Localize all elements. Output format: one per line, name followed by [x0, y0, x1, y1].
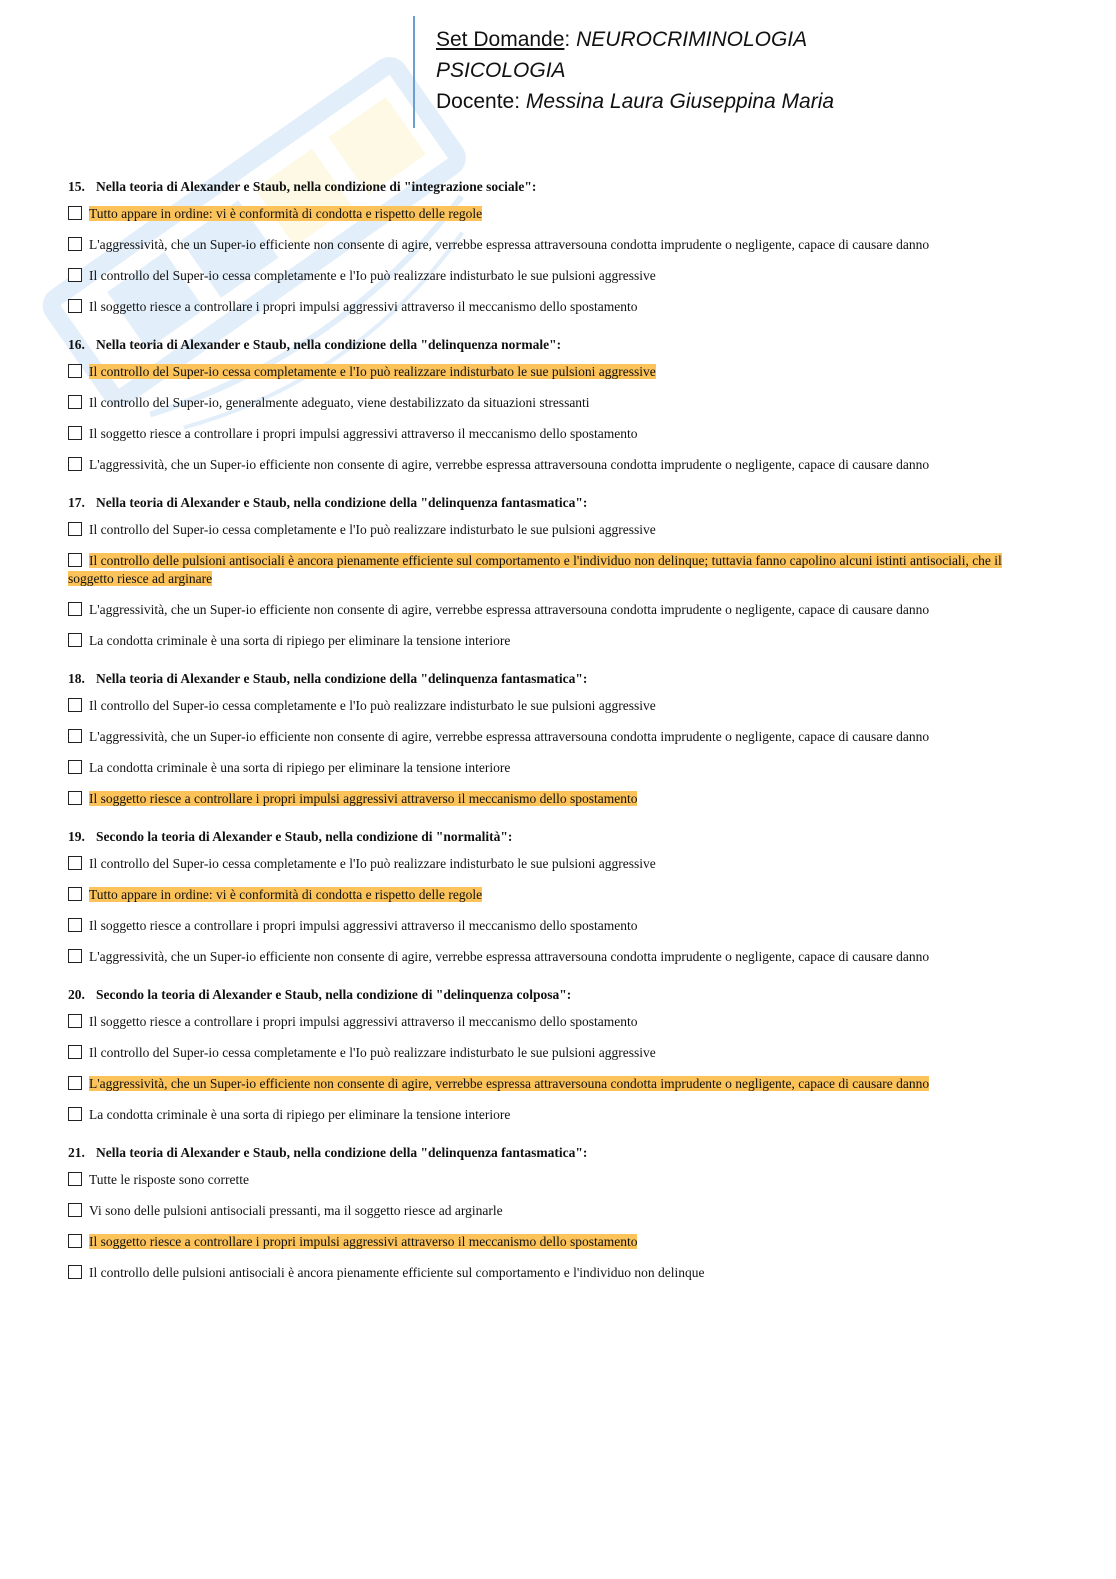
answer-option[interactable] — [68, 728, 1028, 746]
question-title — [68, 494, 1028, 512]
answer-option[interactable] — [68, 552, 1028, 588]
question-text: Nella teoria di Alexander e Staub, nella condizione della "delinquenza fantasmatica": — [96, 495, 588, 510]
answer-option[interactable] — [68, 855, 1028, 873]
document-header — [436, 24, 834, 117]
answer-checkbox[interactable] — [68, 949, 82, 963]
answer-text: Il controllo delle pulsioni antisociali è ancora pienamente efficiente sul comportamento e l'individuo non delinque — [89, 1265, 705, 1280]
question-text: Secondo la teoria di Alexander e Staub, nella condizione di "delinquenza colposa": — [96, 987, 572, 1002]
answer-text-highlighted: Il controllo delle pulsioni antisociali è ancora pienamente efficiente sul comportamento e l'individuo non delinque; tuttavia fanno capolino alcuni istinti antisociali, che il soggetto riesce ad arginare — [68, 553, 1002, 586]
answer-text: Il controllo del Super-io cessa completamente e l'Io può realizzare indisturbato le sue pulsioni aggressive — [89, 1045, 656, 1060]
answer-text: Il controllo del Super-io cessa completamente e l'Io può realizzare indisturbato le sue pulsioni aggressive — [89, 522, 656, 537]
answer-option[interactable] — [68, 917, 1028, 935]
answer-option[interactable] — [68, 363, 1028, 381]
answer-text: Il soggetto riesce a controllare i propri impulsi aggressivi attraverso il meccanismo dello spostamento — [89, 918, 638, 933]
answer-checkbox[interactable] — [68, 887, 82, 901]
answer-checkbox[interactable] — [68, 364, 82, 378]
answer-text-highlighted: L'aggressività, che un Super-io efficiente non consente di agire, verrebbe espressa attraversouna condotta imprudente o negligente, capace di causare danno — [89, 1076, 930, 1091]
question-list — [68, 178, 1028, 1302]
answer-checkbox[interactable] — [68, 760, 82, 774]
question-title — [68, 336, 1028, 354]
set-label: Set Domande — [436, 28, 565, 51]
answer-checkbox[interactable] — [68, 268, 82, 282]
question-21 — [68, 1144, 1028, 1282]
answer-text-highlighted: Il soggetto riesce a controllare i propri impulsi aggressivi attraverso il meccanismo dello spostamento — [89, 791, 638, 806]
question-number: 20. — [68, 987, 85, 1002]
question-title — [68, 1144, 1028, 1162]
answer-option[interactable] — [68, 456, 1028, 474]
answer-option[interactable] — [68, 298, 1028, 316]
answer-checkbox[interactable] — [68, 729, 82, 743]
docente-label: Docente: — [436, 90, 521, 113]
answer-text: Il soggetto riesce a controllare i propri impulsi aggressivi attraverso il meccanismo dello spostamento — [89, 299, 638, 314]
answer-text-highlighted: Il controllo del Super-io cessa completamente e l'Io può realizzare indisturbato le sue pulsioni aggressive — [89, 364, 656, 379]
answer-text-highlighted: Tutto appare in ordine: vi è conformità di condotta e rispetto delle regole — [89, 887, 483, 902]
answer-option[interactable] — [68, 425, 1028, 443]
answer-checkbox[interactable] — [68, 1076, 82, 1090]
question-number: 16. — [68, 337, 85, 352]
answer-option[interactable] — [68, 886, 1028, 904]
answer-text: L'aggressività, che un Super-io efficiente non consente di agire, verrebbe espressa attraversouna condotta imprudente o negligente, capace di causare danno — [89, 237, 930, 252]
answer-option[interactable] — [68, 1075, 1028, 1093]
answer-checkbox[interactable] — [68, 856, 82, 870]
question-number: 15. — [68, 179, 85, 194]
answer-checkbox[interactable] — [68, 457, 82, 471]
question-number: 21. — [68, 1145, 85, 1160]
answer-text: Il controllo del Super-io cessa completamente e l'Io può realizzare indisturbato le sue pulsioni aggressive — [89, 856, 656, 871]
answer-option[interactable] — [68, 1013, 1028, 1031]
answer-checkbox[interactable] — [68, 602, 82, 616]
question-title — [68, 828, 1028, 846]
answer-text: La condotta criminale è una sorta di ripiego per eliminare la tensione interiore — [89, 633, 511, 648]
answer-checkbox[interactable] — [68, 553, 82, 567]
answer-checkbox[interactable] — [68, 395, 82, 409]
answer-checkbox[interactable] — [68, 1234, 82, 1248]
question-15 — [68, 178, 1028, 316]
question-text: Nella teoria di Alexander e Staub, nella condizione della "delinquenza fantasmatica": — [96, 1145, 588, 1160]
answer-option[interactable] — [68, 1106, 1028, 1124]
question-17 — [68, 494, 1028, 650]
answer-option[interactable] — [68, 521, 1028, 539]
answer-text: Il soggetto riesce a controllare i propri impulsi aggressivi attraverso il meccanismo dello spostamento — [89, 1014, 638, 1029]
question-19 — [68, 828, 1028, 966]
answer-option[interactable] — [68, 1044, 1028, 1062]
answer-checkbox[interactable] — [68, 206, 82, 220]
answer-option[interactable] — [68, 759, 1028, 777]
answer-text: Il controllo del Super-io cessa completamente e l'Io può realizzare indisturbato le sue pulsioni aggressive — [89, 268, 656, 283]
answer-checkbox[interactable] — [68, 1014, 82, 1028]
question-number: 17. — [68, 495, 85, 510]
answer-option[interactable] — [68, 632, 1028, 650]
answer-option[interactable] — [68, 1233, 1028, 1251]
answer-text: L'aggressività, che un Super-io efficiente non consente di agire, verrebbe espressa attraversouna condotta imprudente o negligente, capace di causare danno — [89, 729, 930, 744]
docente-name: Messina Laura Giuseppina Maria — [525, 90, 835, 113]
answer-option[interactable] — [68, 267, 1028, 285]
answer-checkbox[interactable] — [68, 426, 82, 440]
answer-checkbox[interactable] — [68, 237, 82, 251]
answer-checkbox[interactable] — [68, 299, 82, 313]
answer-option[interactable] — [68, 236, 1028, 254]
answer-text: Vi sono delle pulsioni antisociali pressanti, ma il soggetto riesce ad arginarle — [89, 1203, 503, 1218]
answer-text: Il controllo del Super-io cessa completamente e l'Io può realizzare indisturbato le sue pulsioni aggressive — [89, 698, 656, 713]
question-16 — [68, 336, 1028, 474]
answer-text: La condotta criminale è una sorta di ripiego per eliminare la tensione interiore — [89, 760, 511, 775]
answer-option[interactable] — [68, 1202, 1028, 1220]
answer-checkbox[interactable] — [68, 633, 82, 647]
question-18 — [68, 670, 1028, 808]
answer-text: L'aggressività, che un Super-io efficiente non consente di agire, verrebbe espressa attraversouna condotta imprudente o negligente, capace di causare danno — [89, 457, 930, 472]
answer-text-highlighted: Il soggetto riesce a controllare i propri impulsi aggressivi attraverso il meccanismo dello spostamento — [89, 1234, 638, 1249]
answer-text-highlighted: Tutto appare in ordine: vi è conformità di condotta e rispetto delle regole — [89, 206, 483, 221]
answer-checkbox[interactable] — [68, 522, 82, 536]
answer-text: La condotta criminale è una sorta di ripiego per eliminare la tensione interiore — [89, 1107, 511, 1122]
header-divider — [413, 16, 415, 128]
answer-text: Il controllo del Super-io, generalmente adeguato, viene destabilizzato da situazioni stressanti — [89, 395, 590, 410]
answer-checkbox[interactable] — [68, 698, 82, 712]
header-line-2 — [436, 55, 834, 86]
question-text: Nella teoria di Alexander e Staub, nella condizione di "integrazione sociale": — [96, 179, 537, 194]
answer-checkbox[interactable] — [68, 1107, 82, 1121]
answer-option[interactable] — [68, 601, 1028, 619]
question-text: Nella teoria di Alexander e Staub, nella condizione della "delinquenza fantasmatica": — [96, 671, 588, 686]
answer-text: Tutte le risposte sono corrette — [89, 1172, 249, 1187]
answer-option[interactable] — [68, 948, 1028, 966]
answer-option[interactable] — [68, 697, 1028, 715]
answer-option[interactable] — [68, 1264, 1028, 1282]
answer-checkbox[interactable] — [68, 918, 82, 932]
question-title — [68, 670, 1028, 688]
answer-checkbox[interactable] — [68, 791, 82, 805]
answer-text: Il soggetto riesce a controllare i propri impulsi aggressivi attraverso il meccanismo dello spostamento — [89, 426, 638, 441]
header-line-3 — [436, 86, 834, 117]
subject-line-2: PSICOLOGIA — [436, 59, 566, 82]
header-line-1 — [436, 24, 834, 55]
question-title — [68, 986, 1028, 1004]
answer-option[interactable] — [68, 205, 1028, 223]
answer-checkbox[interactable] — [68, 1172, 82, 1186]
question-text: Secondo la teoria di Alexander e Staub, nella condizione di "normalità": — [96, 829, 513, 844]
answer-option[interactable] — [68, 1171, 1028, 1189]
answer-checkbox[interactable] — [68, 1265, 82, 1279]
answer-checkbox[interactable] — [68, 1045, 82, 1059]
set-colon: : — [564, 28, 571, 51]
answer-option[interactable] — [68, 394, 1028, 412]
question-20 — [68, 986, 1028, 1124]
answer-option[interactable] — [68, 790, 1028, 808]
subject-line-1: NEUROCRIMINOLOGIA — [576, 28, 808, 51]
question-number: 18. — [68, 671, 85, 686]
answer-text: L'aggressività, che un Super-io efficiente non consente di agire, verrebbe espressa attraversouna condotta imprudente o negligente, capace di causare danno — [89, 949, 930, 964]
answer-text: L'aggressività, che un Super-io efficiente non consente di agire, verrebbe espressa attraversouna condotta imprudente o negligente, capace di causare danno — [89, 602, 930, 617]
question-text: Nella teoria di Alexander e Staub, nella condizione della "delinquenza normale": — [96, 337, 562, 352]
question-title — [68, 178, 1028, 196]
answer-checkbox[interactable] — [68, 1203, 82, 1217]
question-number: 19. — [68, 829, 85, 844]
